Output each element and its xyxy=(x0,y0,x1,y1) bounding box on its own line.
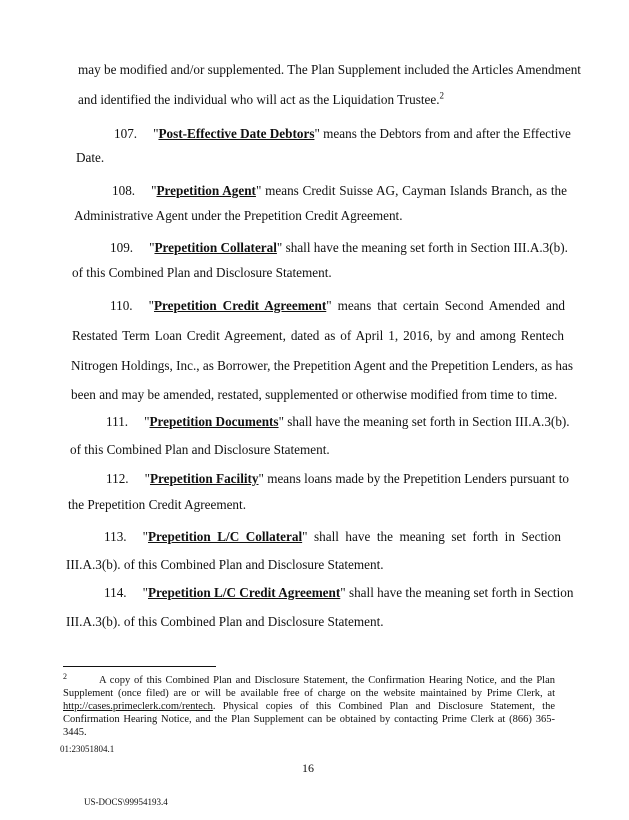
definition-number: 111. xyxy=(106,414,129,429)
definition-110-line-4: been and may be amended, restated, supplemented or otherwise modified from time to time. xyxy=(71,387,558,402)
document-id-top: 01:23051804.1 xyxy=(60,744,115,754)
footnote-reference[interactable]: 2 xyxy=(439,90,444,101)
definition-114-line-1: 114. "Prepetition L/C Credit Agreement" shall have the meaning set forth in Section xyxy=(104,585,574,600)
definition-number: 108. xyxy=(112,183,136,198)
definition-number: 109. xyxy=(110,240,134,255)
page-number: 16 xyxy=(302,761,314,775)
footnote-line-4: Confirmation Hearing Notice, and the Plan Supplement can be obtained by contacting Prime Clerk at (866) 365- xyxy=(63,714,555,725)
defined-term: Prepetition Agent xyxy=(156,183,256,198)
intro-line-2: and identified the individual who will act as the Liquidation Trustee.$^2$ xyxy=(78,90,444,107)
definition-111-line-1: 111. "Prepetition Documents" shall have the meaning set forth in Section III.A.3(b). xyxy=(106,414,570,429)
definition-107-line-2: Date. xyxy=(76,150,105,165)
definition-number: 114. xyxy=(104,585,127,600)
footnote-line-1: A copy of this Combined Plan and Disclosure Statement, the Confirmation Hearing Notice, and the Plan xyxy=(99,675,555,686)
definition-113-line-1: 113. "Prepetition L/C Collateral" shall have the meaning set forth in Section xyxy=(104,529,561,544)
footnote-marker: 2 xyxy=(63,672,67,681)
definition-108-line-1: 108. "Prepetition Agent" means Credit Suisse AG, Cayman Islands Branch, as the xyxy=(112,183,567,198)
definition-109-line-1: 109. "Prepetition Collateral" shall have the meaning set forth in Section III.A.3(b). xyxy=(110,240,568,255)
definition-110-line-2: Restated Term Loan Credit Agreement, dated as of April 1, 2016, by and among Rentech xyxy=(72,328,564,343)
definition-114-line-2: III.A.3(b). of this Combined Plan and Disclosure Statement. xyxy=(66,614,384,629)
definition-110-line-3: Nitrogen Holdings, Inc., as Borrower, the Prepetition Agent and the Prepetition Lenders, as has xyxy=(71,358,573,373)
defined-term: Prepetition L/C Credit Agreement xyxy=(147,585,341,600)
definition-112-line-1: 112. "Prepetition Facility" means loans made by the Prepetition Lenders pursuant to xyxy=(106,471,569,486)
definition-113-line-2: III.A.3(b). of this Combined Plan and Disclosure Statement. xyxy=(66,557,384,572)
definition-number: 113. xyxy=(104,529,127,544)
defined-term: Post-Effective Date Debtors xyxy=(158,126,315,141)
definition-number: 107. xyxy=(114,126,138,141)
footnote-website-link[interactable]: http://cases.primeclerk.com/rentech xyxy=(63,701,213,712)
footnote-line-3: http://cases.primeclerk.com/rentech. Physical copies of this Combined Plan and Disclosure Statement, the xyxy=(63,701,555,712)
definition-112-line-2: the Prepetition Credit Agreement. xyxy=(68,497,246,512)
definition-107-line-1: 107. "Post-Effective Date Debtors" means the Debtors from and after the Effective xyxy=(114,126,571,141)
definition-111-line-2: of this Combined Plan and Disclosure Statement. xyxy=(70,442,330,457)
document-id-bottom: US-DOCS\99954193.4 xyxy=(84,797,168,807)
defined-term: Prepetition L/C Collateral xyxy=(147,529,303,544)
definition-number: 110. xyxy=(110,298,133,313)
footnote-divider xyxy=(63,666,216,667)
intro-line-1: may be modified and/or supplemented. The Plan Supplement included the Articles Amendment xyxy=(78,62,581,77)
definition-110-line-1: 110. "Prepetition Credit Agreement" means that certain Second Amended and xyxy=(110,298,566,313)
footnote-line-5: 3445. xyxy=(63,727,87,738)
defined-term: Prepetition Facility xyxy=(149,471,259,486)
definition-108-line-2: Administrative Agent under the Prepetition Credit Agreement. xyxy=(74,208,403,223)
defined-term: Prepetition Collateral xyxy=(154,240,277,255)
definition-109-line-2: of this Combined Plan and Disclosure Statement. xyxy=(72,265,332,280)
definition-number: 112. xyxy=(106,471,129,486)
defined-term: Prepetition Credit Agreement xyxy=(153,298,327,313)
defined-term: Prepetition Documents xyxy=(149,414,279,429)
footnote-line-2: Supplement (once filed) are or will be available free of charge on the website maintained by Prime Clerk, at xyxy=(63,688,555,699)
